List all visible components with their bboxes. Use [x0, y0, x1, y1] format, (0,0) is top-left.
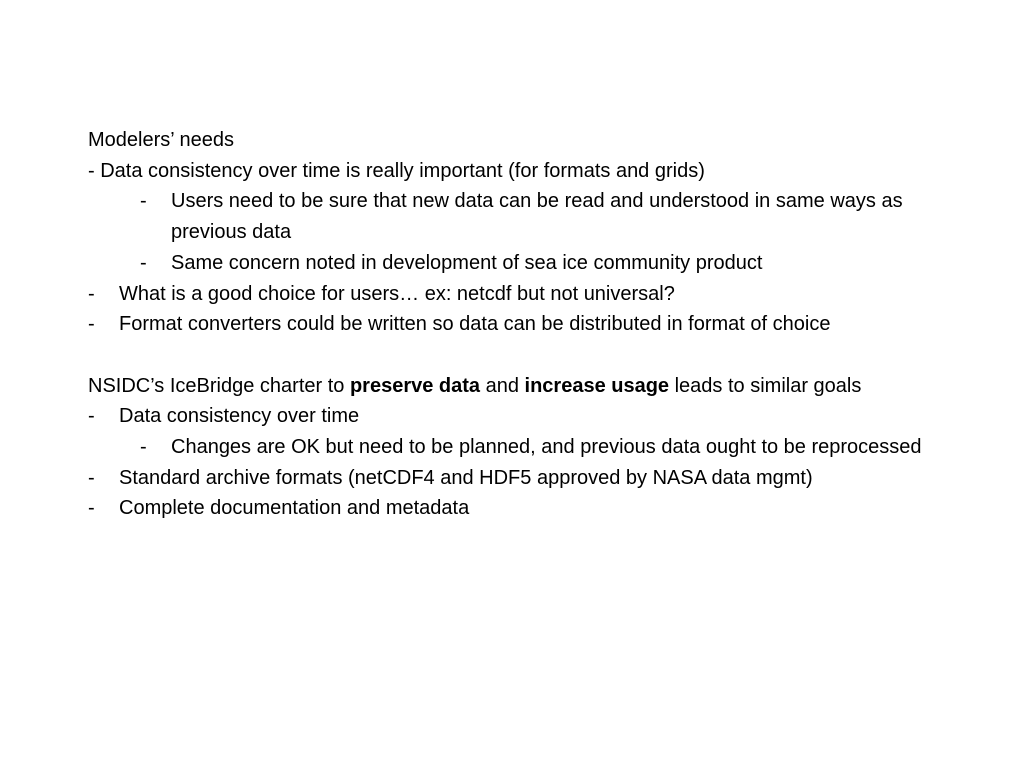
bullet-dash: - [140, 436, 147, 459]
bullet-text: Data consistency over time [119, 405, 360, 428]
spacer [88, 340, 948, 371]
slide-body [88, 125, 948, 524]
sub-bullet-item [88, 432, 948, 463]
bullet-item [88, 309, 948, 340]
bullet-text: Standard archive formats (netCDF4 and HDF5 approved by NASA data mgmt) [119, 466, 813, 489]
heading-bold-text: preserve data [349, 374, 481, 397]
section1-intro: - Data consistency over time is really important (for formats and grids) [88, 159, 705, 182]
bullet-dash: - [88, 405, 95, 428]
bullet-dash: - [88, 282, 95, 305]
bullet-text: What is a good choice for users… ex: netcdf but not universal? [119, 282, 675, 305]
sub-bullet-item [88, 248, 948, 279]
bullet-item [88, 493, 948, 524]
bullet-dash: - [140, 251, 147, 274]
section2-heading [88, 371, 948, 402]
bullet-dash: - [140, 190, 147, 213]
heading-bold-text: increase usage [524, 374, 670, 397]
bullet-dash: - [88, 497, 95, 520]
bullet-text: Format converters could be written so data can be distributed in format of choice [119, 313, 831, 336]
sub-bullet-text: Users need to be sure that new data can be read and understood in same ways as previous data [171, 190, 903, 244]
heading-text: and [480, 374, 525, 397]
bullet-item [88, 279, 948, 310]
sub-bullet-text: Changes are OK but need to be planned, and previous data ought to be reprocessed [171, 436, 922, 459]
bullet-item [88, 401, 948, 432]
heading-text: leads to similar goals [669, 374, 862, 397]
heading-text: NSIDC’s IceBridge charter to [88, 374, 350, 397]
sub-bullet-item [88, 186, 948, 247]
section1-heading: Modelers’ needs [88, 129, 235, 151]
sub-bullet-text: Same concern noted in development of sea ice community product [171, 251, 763, 274]
bullet-dash: - [88, 466, 95, 489]
bullet-dash: - [88, 313, 95, 336]
bullet-item [88, 463, 948, 494]
bullet-text: Complete documentation and metadata [119, 497, 470, 520]
